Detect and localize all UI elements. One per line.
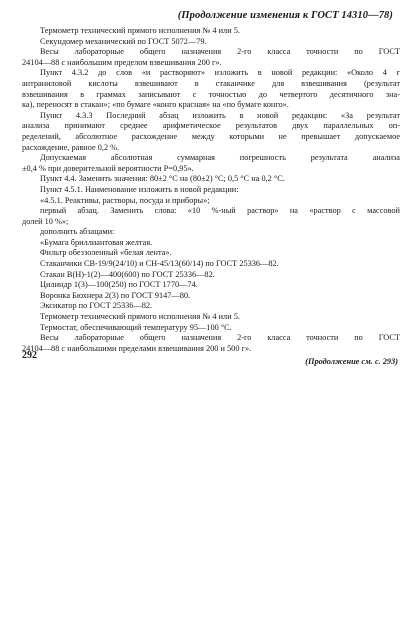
text-line: 24104—88 с наибольшими пределами взвешивания 200 и 500 г».: [22, 343, 252, 353]
text-line: антраниловой кислоты взвешивают в стаканчике для взвешивания (результат: [22, 78, 400, 88]
text-line: анализа принимают среднее арифметическое результатов двух параллельных оп-: [22, 121, 400, 131]
text-line: дополнить абзацами:: [40, 227, 115, 237]
text-line: 24104—88 с наибольшим пределом взвешивания 200 г».: [22, 57, 222, 67]
text-line: Стакан В(Н)-1(2)—400(600) по ГОСТ 25336—82.: [40, 269, 215, 279]
text-line: Эксикатор по ГОСТ 25336—82.: [40, 301, 153, 311]
text-line: ±0,4 % при доверительной вероятности Р=0,95».: [22, 163, 194, 173]
text-line: Воронка Бюхнера 2(3) по ГОСТ 9147—80.: [40, 290, 191, 300]
text-line: расхождение, равное 0,2 %.: [22, 142, 120, 152]
text-line: Пункт 4.3.3 Последний абзац изложить в новой редакции: «За результат: [40, 110, 400, 120]
text-line: Термометр технический прямого исполнения № 4 или 5.: [40, 312, 240, 322]
continuation-note: (Продолжение см. с. 293): [305, 357, 398, 367]
text-line: первый абзац. Заменить слова: «10 %-ный раствор» на «раствор с массовой: [40, 206, 400, 216]
text-line: Пункт 4.3.2 до слов «и растворяют» изложить в новой редакции: «Около 4 г: [40, 68, 400, 78]
text-line: Пункт 4.4. Заменить значения: 80±2 °C на (80±2) °С; 0,5 °С на 0,2 °С.: [40, 174, 285, 184]
page-number: 292: [22, 350, 37, 361]
text-line: Весы лабораторные общего назначения 2-го класса точности по ГОСТ: [40, 47, 400, 57]
text-line: ка), переносят в стакан»; «по бумаге «конго красная» на «по бумаге конго».: [22, 100, 289, 110]
text-line: ределений, абсолютное расхождение между которыми не превышает допускаемое: [22, 131, 400, 141]
text-line: Стаканчики СВ-19/9(24/10) и СН-45/13(60/14) по ГОСТ 25336—82.: [40, 259, 279, 269]
text-line: Фильтр обеззоленный «белая лента».: [40, 248, 172, 258]
text-line: Весы лабораторные общего назначения 2-го класса точности по ГОСТ: [40, 333, 400, 343]
text-line: Цилиндр 1(3)—100(250) по ГОСТ 1770—74.: [40, 280, 198, 290]
text-line: взвешивания в граммах записывают с точностью до четвертого десятичного зна-: [22, 89, 400, 99]
text-line: Термометр технический прямого исполнения № 4 или 5.: [40, 26, 240, 35]
text-line: «4.5.1. Реактивы, растворы, посуда и приборы»;: [40, 195, 210, 205]
text-line: «Бумага бриллиантовая желтая.: [40, 237, 153, 247]
text-line: Допускаемая абсолютная суммарная погрешность результата анализа: [40, 153, 400, 163]
text-line: Секундомер механический по ГОСТ 5072—79.: [40, 36, 207, 46]
running-header: (Продолжение изменения к ГОСТ 14310—78): [177, 10, 393, 21]
text-line: Термостат, обеспечивающий температуру 95—100 °С.: [40, 322, 232, 332]
text-line: Пункт 4.5.1. Наименование изложить в новой редакции:: [40, 184, 239, 194]
text-line: долей 10 %»;: [22, 216, 69, 226]
document-body: [22, 26, 400, 368]
